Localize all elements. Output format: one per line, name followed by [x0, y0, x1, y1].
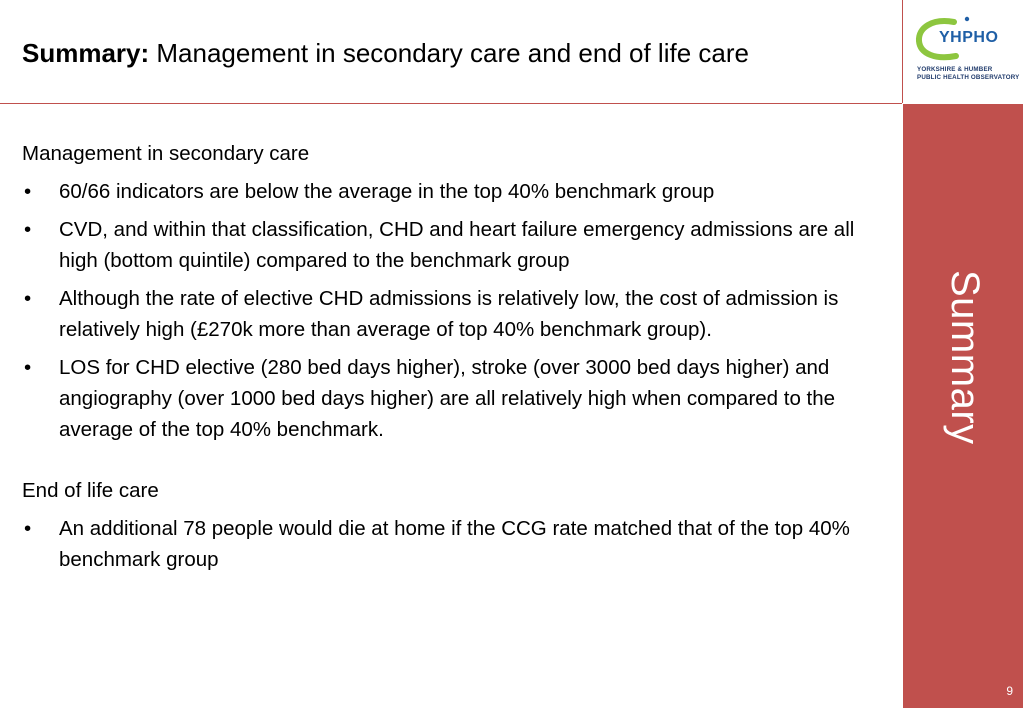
bullet-icon: • [24, 218, 32, 241]
slide-title-bold: Summary: [22, 38, 150, 68]
list-item-text: 60/66 indicators are below the average in the top 40% benchmark group [59, 180, 715, 203]
list-item-text: An additional 78 people would die at home if the CCG rate matched that of the top 40% benchmark group [59, 517, 850, 571]
slide-header [0, 0, 902, 103]
bullet-icon: • [24, 287, 32, 310]
bullet-icon: • [24, 356, 32, 379]
sidebar-panel [903, 104, 1023, 708]
list-item [22, 214, 882, 276]
bullet-icon: • [24, 517, 32, 540]
section-spacer [22, 445, 882, 475]
logo-subtitle [917, 66, 1020, 82]
yhpho-logo [904, 0, 1023, 103]
bullet-icon: • [24, 180, 32, 203]
logo-subtitle-line2: PUBLIC HEALTH OBSERVATORY [917, 74, 1020, 81]
bullet-list [22, 176, 882, 445]
section-heading: End of life care [22, 479, 159, 502]
slide-body [22, 138, 882, 575]
list-item [22, 176, 882, 207]
slide-title [22, 36, 749, 70]
logo-subtitle-line1: YORKSHIRE & HUMBER [917, 66, 993, 73]
list-item [22, 283, 882, 345]
logo-brand-text: YHPHO [939, 29, 999, 46]
header-divider [0, 103, 902, 104]
list-item-text: CVD, and within that classification, CHD and heart failure emergency admissions are all high (bottom quintile) compared to the benchmark group [59, 218, 855, 272]
list-item-text: LOS for CHD elective (280 bed days higher), stroke (over 3000 bed days higher) and angiography (over 1000 bed days higher) are all relatively high when compared to the average of the top 40% benchmark. [59, 356, 836, 441]
slide-title-text: Management in secondary care and end of life care [149, 38, 749, 68]
list-item-text: Although the rate of elective CHD admissions is relatively low, the cost of admission is relatively high (£270k more than average of top 40% benchmark group). [59, 287, 839, 341]
bullet-list [22, 513, 882, 575]
section-heading: Management in secondary care [22, 142, 310, 165]
page-number: 9 [1006, 684, 1013, 698]
list-item [22, 352, 882, 445]
sidebar-label-text: Summary [943, 270, 987, 445]
list-item [22, 513, 882, 575]
logo-divider [902, 0, 903, 103]
